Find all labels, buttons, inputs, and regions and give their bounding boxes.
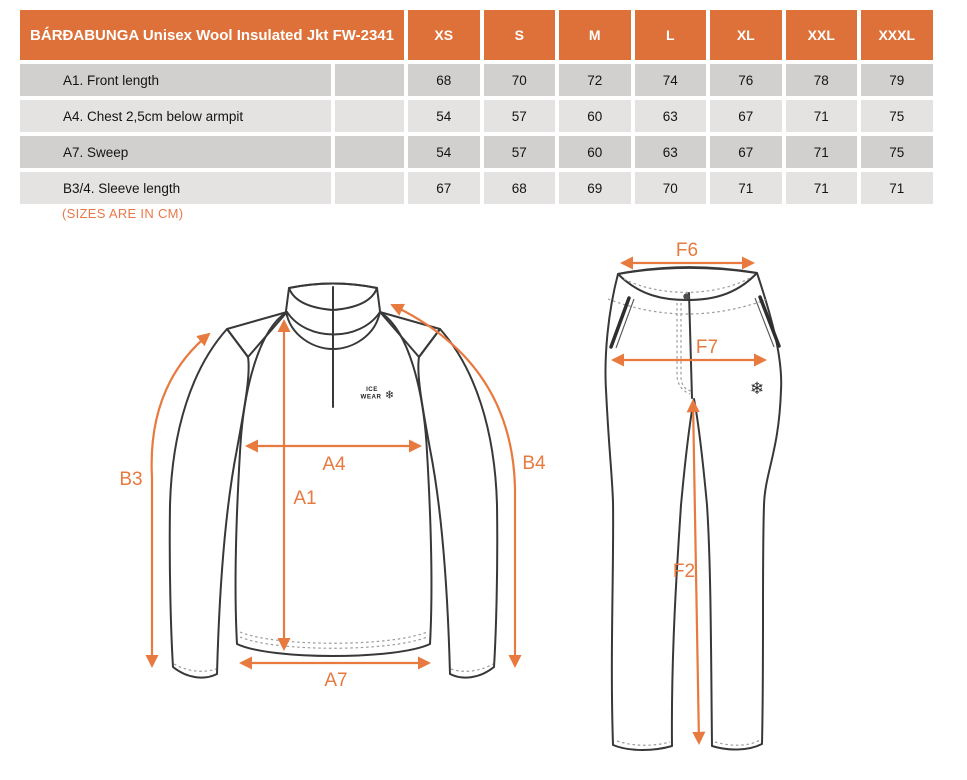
dimension-label-a1: A1 <box>293 488 317 509</box>
pants-hem-stitching-left <box>617 741 670 745</box>
size-value-cell: 60 <box>559 136 631 168</box>
size-value-cell: 57 <box>484 136 556 168</box>
size-value-cell: 57 <box>484 100 556 132</box>
pants-outline <box>606 267 782 750</box>
pants-center-seam <box>689 293 692 398</box>
size-value-cell: 67 <box>710 136 782 168</box>
units-note: (SIZES ARE IN CM) <box>62 206 184 221</box>
size-header-cell: XL <box>710 10 782 60</box>
measurement-label-cell: A4. Chest 2,5cm below armpit <box>20 100 331 132</box>
size-value-cell: 63 <box>635 100 707 132</box>
size-value-cell: 67 <box>710 100 782 132</box>
pants-pocket-right <box>760 297 779 346</box>
spacer-cell <box>335 100 404 132</box>
size-value-cell: 71 <box>861 172 933 204</box>
pants-waist-stitching <box>624 278 750 292</box>
table-header-row <box>20 10 933 60</box>
size-chart-table <box>16 6 937 208</box>
table-row <box>20 172 933 204</box>
size-value-cell: 79 <box>861 64 933 96</box>
snowflake-icon: ❄ <box>384 389 395 402</box>
size-value-cell: 76 <box>710 64 782 96</box>
size-value-cell: 60 <box>559 100 631 132</box>
size-value-cell: 54 <box>408 136 480 168</box>
size-value-cell: 78 <box>786 64 858 96</box>
brand-logo-text: WEAR <box>360 393 382 401</box>
measurement-label-cell: A1. Front length <box>20 64 331 96</box>
table-row <box>20 100 933 132</box>
measurement-label-cell: A7. Sweep <box>20 136 331 168</box>
size-value-cell: 74 <box>635 64 707 96</box>
product-title-cell: BÁRÐABUNGA Unisex Wool Insulated Jkt FW-2341 <box>20 10 404 60</box>
size-value-cell: 71 <box>786 172 858 204</box>
size-value-cell: 71 <box>786 136 858 168</box>
dimension-label-f7: F7 <box>695 337 719 358</box>
size-value-cell: 68 <box>484 172 556 204</box>
pants-hem-stitching-right <box>715 740 760 745</box>
jacket-illustration <box>119 284 546 692</box>
size-value-cell: 69 <box>559 172 631 204</box>
pants-pocket-left <box>611 298 629 347</box>
dimension-label-a4: A4 <box>322 454 346 475</box>
measurement-label-cell: B3/4. Sleeve length <box>20 172 331 204</box>
dimension-label-f6: F6 <box>675 240 699 261</box>
size-value-cell: 75 <box>861 136 933 168</box>
dimension-label-b4: B4 <box>522 453 546 474</box>
size-value-cell: 75 <box>861 100 933 132</box>
spacer-cell <box>335 136 404 168</box>
pants-fly-stitching <box>677 303 690 394</box>
jacket-hem-stitching <box>240 632 427 643</box>
size-value-cell: 71 <box>786 100 858 132</box>
jacket-cuff-stitching-left <box>174 664 216 671</box>
size-value-cell: 63 <box>635 136 707 168</box>
dimension-arrow-b3 <box>152 334 209 666</box>
size-value-cell: 72 <box>559 64 631 96</box>
spacer-cell <box>335 172 404 204</box>
spacer-cell <box>335 64 404 96</box>
size-header-cell: XXXL <box>861 10 933 60</box>
snowflake-icon: ❄ <box>749 379 765 398</box>
dimension-label-f2: F2 <box>672 561 696 582</box>
size-value-cell: 71 <box>710 172 782 204</box>
dimension-label-a7: A7 <box>324 670 348 691</box>
size-header-cell: S <box>484 10 556 60</box>
table-row <box>20 64 933 96</box>
dimension-label-b3: B3 <box>119 469 143 490</box>
size-value-cell: 54 <box>408 100 480 132</box>
size-header-cell: XS <box>408 10 480 60</box>
size-value-cell: 67 <box>408 172 480 204</box>
waist-button <box>683 293 689 299</box>
garment-measurement-diagram <box>0 228 967 780</box>
size-header-cell: M <box>559 10 631 60</box>
size-header-cell: XXL <box>786 10 858 60</box>
size-value-cell: 68 <box>408 64 480 96</box>
brand-logo-text: ICE <box>366 386 378 393</box>
pants-illustration <box>606 240 782 750</box>
pants-waistband-stitching <box>608 299 768 314</box>
jacket-cuff-stitching-right <box>451 664 493 671</box>
size-value-cell: 70 <box>635 172 707 204</box>
table-row <box>20 136 933 168</box>
size-header-cell: L <box>635 10 707 60</box>
size-value-cell: 70 <box>484 64 556 96</box>
